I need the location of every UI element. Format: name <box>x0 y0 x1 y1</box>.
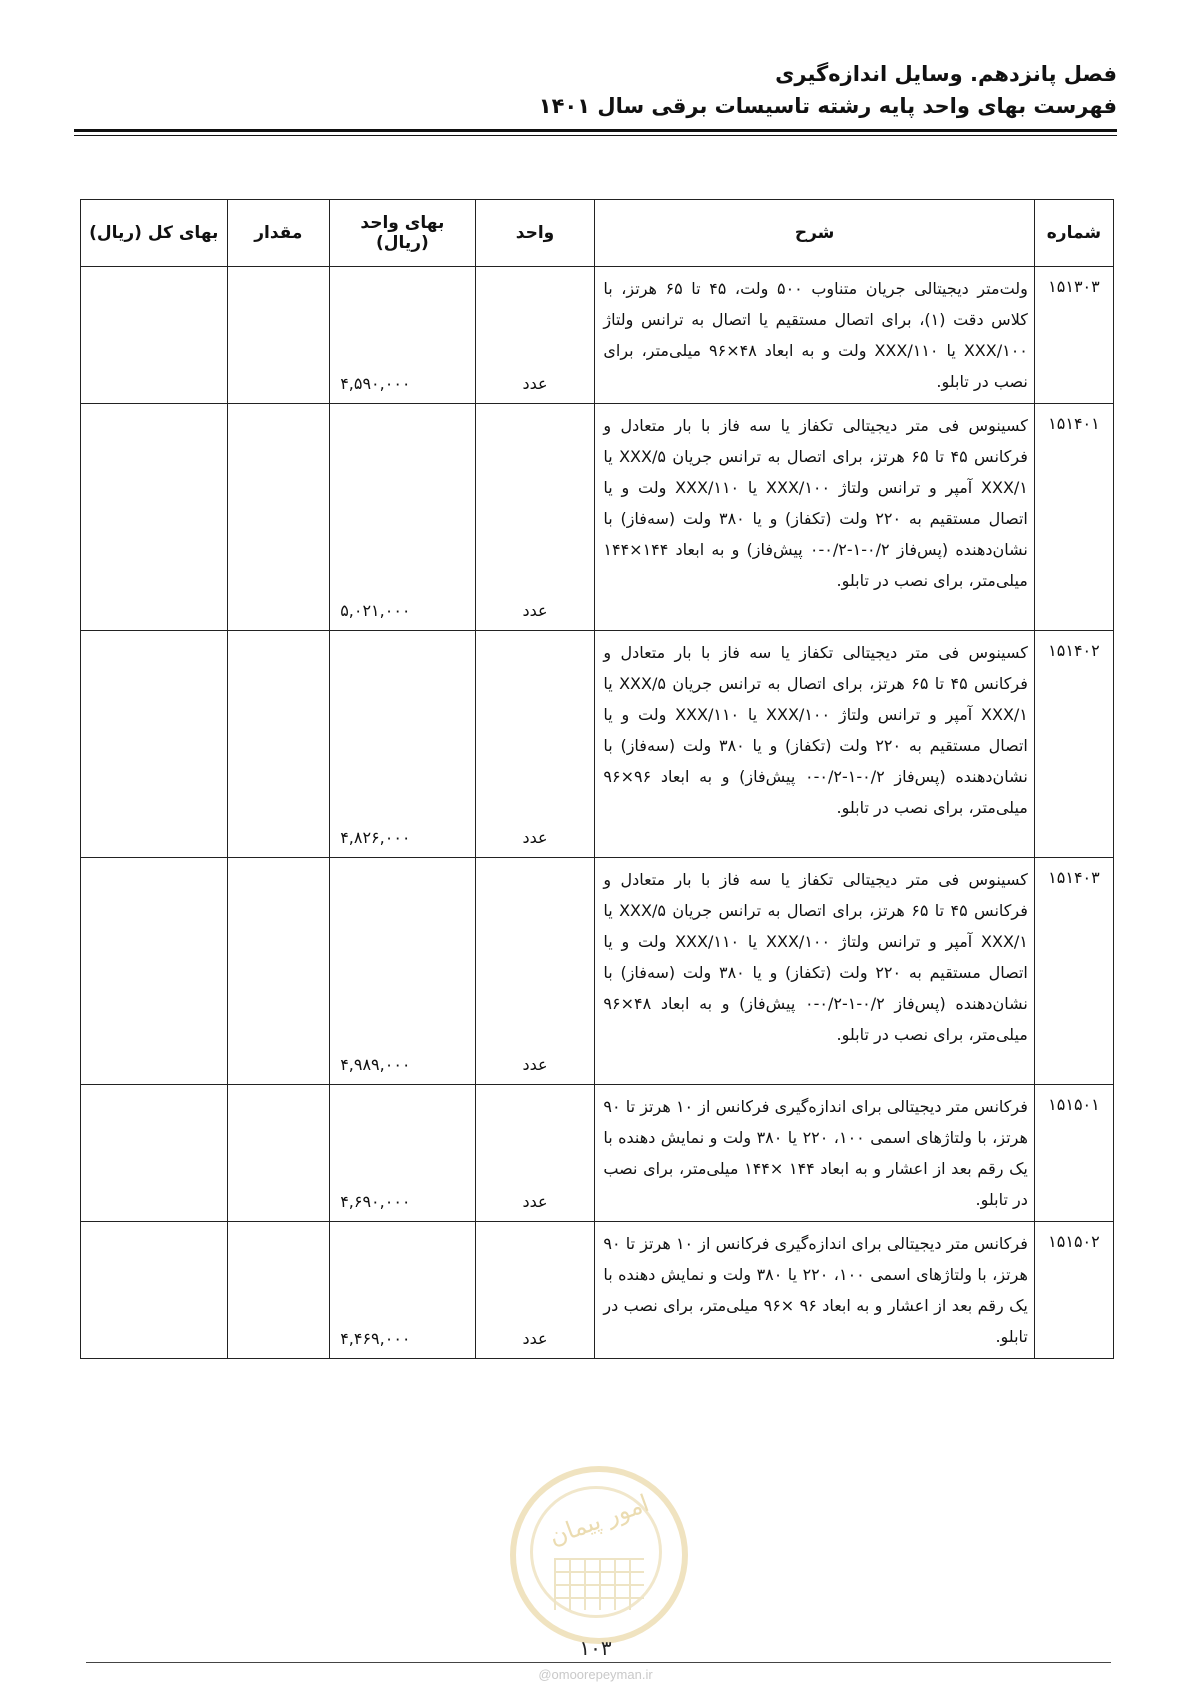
item-number: ۱۵۱۴۰۳ <box>1034 858 1113 1085</box>
watermark-grid-icon <box>554 1558 644 1610</box>
item-unit-price: ۵,۰۲۱,۰۰۰ <box>330 404 475 631</box>
item-number: ۱۵۱۵۰۱ <box>1034 1085 1113 1222</box>
item-quantity <box>227 404 330 631</box>
item-number: ۱۵۱۵۰۲ <box>1034 1222 1113 1359</box>
item-total-price <box>81 1222 228 1359</box>
page-number: ۱۰۳ <box>579 1636 612 1660</box>
table-row <box>81 858 1114 1085</box>
item-unit-price: ۴,۴۶۹,۰۰۰ <box>330 1222 475 1359</box>
footer-watermark-url: @omoorepeyman.ir <box>538 1667 653 1682</box>
item-total-price <box>81 267 228 404</box>
col-header-description: شرح <box>595 200 1035 267</box>
watermark-seal <box>510 1466 688 1644</box>
col-header-quantity: مقدار <box>227 200 330 267</box>
page-header <box>74 58 1117 122</box>
item-description: فرکانس متر دیجیتالی برای اندازه‌گیری فرکانس از ۱۰ هرتز تا ۹۰ هرتز، با ولتاژهای اسمی ۱۰۰، ۲۲۰ یا ۳۸۰ ولت و نمایش دهنده با یک رقم بعد از اعشار و به ابعاد ۹۶ ×۹۶ میلی‌متر، برای نصب در تابلو. <box>595 1222 1035 1359</box>
item-unit: عدد <box>475 267 595 404</box>
item-description: کسینوس فی متر دیجیتالی تکفاز یا سه فاز با بار متعادل و فرکانس ۴۵ تا ۶۵ هرتز، برای اتصال به ترانس جریان XXX/۵ یا XXX/۱ آمپر و ترانس ولتاژ XXX/۱۰۰ یا XXX/۱۱۰ ولت و یا اتصال مستقیم به ۲۲۰ ولت (تکفاز) و یا ۳۸۰ ولت (سه‌فاز) با نشان‌دهنده (پس‌فاز ۰/۲-۱-۰/۲-۰ پیش‌فاز) و به ابعاد ۹۶×۹۶ میلی‌متر، برای نصب در تابلو. <box>595 631 1035 858</box>
item-quantity <box>227 858 330 1085</box>
table-row <box>81 404 1114 631</box>
price-list-table <box>80 199 1114 1359</box>
header-divider-thick <box>74 129 1117 132</box>
item-number: ۱۵۱۴۰۲ <box>1034 631 1113 858</box>
col-header-unit: واحد <box>475 200 595 267</box>
item-description: کسینوس فی متر دیجیتالی تکفاز یا سه فاز با بار متعادل و فرکانس ۴۵ تا ۶۵ هرتز، برای اتصال به ترانس جریان XXX/۵ یا XXX/۱ آمپر و ترانس ولتاژ XXX/۱۰۰ یا XXX/۱۱۰ ولت و یا اتصال مستقیم به ۲۲۰ ولت (تکفاز) و یا ۳۸۰ ولت (سه‌فاز) با نشان‌دهنده (پس‌فاز ۰/۲-۱-۰/۲-۰ پیش‌فاز) و به ابعاد ۱۴۴×۱۴۴ میلی‌متر، برای نصب در تابلو. <box>595 404 1035 631</box>
document-title: فهرست بهای واحد پایه رشته تاسیسات برقی سال ۱۴۰۱ <box>538 94 1117 118</box>
item-unit-price: ۴,۸۲۶,۰۰۰ <box>330 631 475 858</box>
footer-divider <box>86 1662 1111 1663</box>
item-quantity <box>227 631 330 858</box>
item-unit-price: ۴,۶۹۰,۰۰۰ <box>330 1085 475 1222</box>
item-total-price <box>81 1085 228 1222</box>
item-unit-price: ۴,۹۸۹,۰۰۰ <box>330 858 475 1085</box>
item-total-price <box>81 404 228 631</box>
item-unit: عدد <box>475 1085 595 1222</box>
table-row <box>81 267 1114 404</box>
item-quantity <box>227 1222 330 1359</box>
table-header-row <box>81 200 1114 267</box>
item-unit: عدد <box>475 631 595 858</box>
item-description: کسینوس فی متر دیجیتالی تکفاز یا سه فاز با بار متعادل و فرکانس ۴۵ تا ۶۵ هرتز، برای اتصال به ترانس جریان XXX/۵ یا XXX/۱ آمپر و ترانس ولتاژ XXX/۱۰۰ یا XXX/۱۱۰ ولت و یا اتصال مستقیم به ۲۲۰ ولت (تکفاز) و یا ۳۸۰ ولت (سه‌فاز) با نشان‌دهنده (پس‌فاز ۰/۲-۱-۰/۲-۰ پیش‌فاز) و به ابعاد ۴۸×۹۶ میلی‌متر، برای نصب در تابلو. <box>595 858 1035 1085</box>
item-quantity <box>227 1085 330 1222</box>
header-divider-thin <box>74 135 1117 136</box>
item-description: فرکانس متر دیجیتالی برای اندازه‌گیری فرکانس از ۱۰ هرتز تا ۹۰ هرتز، با ولتاژهای اسمی ۱۰۰، ۲۲۰ یا ۳۸۰ ولت و نمایش دهنده با یک رقم بعد از اعشار و به ابعاد ۱۴۴ ×۱۴۴ میلی‌متر، برای نصب در تابلو. <box>595 1085 1035 1222</box>
table-row <box>81 1222 1114 1359</box>
col-header-unit-price: بهای واحد (ریال) <box>330 200 475 267</box>
item-unit: عدد <box>475 404 595 631</box>
watermark-logo-text: امور پیمان <box>545 1489 653 1551</box>
col-header-number: شماره <box>1034 200 1113 267</box>
item-description: ولت‌متر دیجیتالی جریان متناوب ۵۰۰ ولت، ۴۵ تا ۶۵ هرتز، با کلاس دقت (۱)، برای اتصال مستقیم یا اتصال به ترانس ولتاژ XXX/۱۰۰ یا XXX/۱۱۰ ولت و به ابعاد ۴۸×۹۶ میلی‌متر، برای نصب در تابلو. <box>595 267 1035 404</box>
item-number: ۱۵۱۴۰۱ <box>1034 404 1113 631</box>
col-header-total-price: بهای کل (ریال) <box>81 200 228 267</box>
item-unit: عدد <box>475 858 595 1085</box>
table-row <box>81 631 1114 858</box>
item-quantity <box>227 267 330 404</box>
item-total-price <box>81 858 228 1085</box>
item-unit-price: ۴,۵۹۰,۰۰۰ <box>330 267 475 404</box>
item-total-price <box>81 631 228 858</box>
item-number: ۱۵۱۳۰۳ <box>1034 267 1113 404</box>
table-row <box>81 1085 1114 1222</box>
item-unit: عدد <box>475 1222 595 1359</box>
chapter-title: فصل پانزدهم. وسایل اندازه‌گیری <box>775 62 1117 86</box>
